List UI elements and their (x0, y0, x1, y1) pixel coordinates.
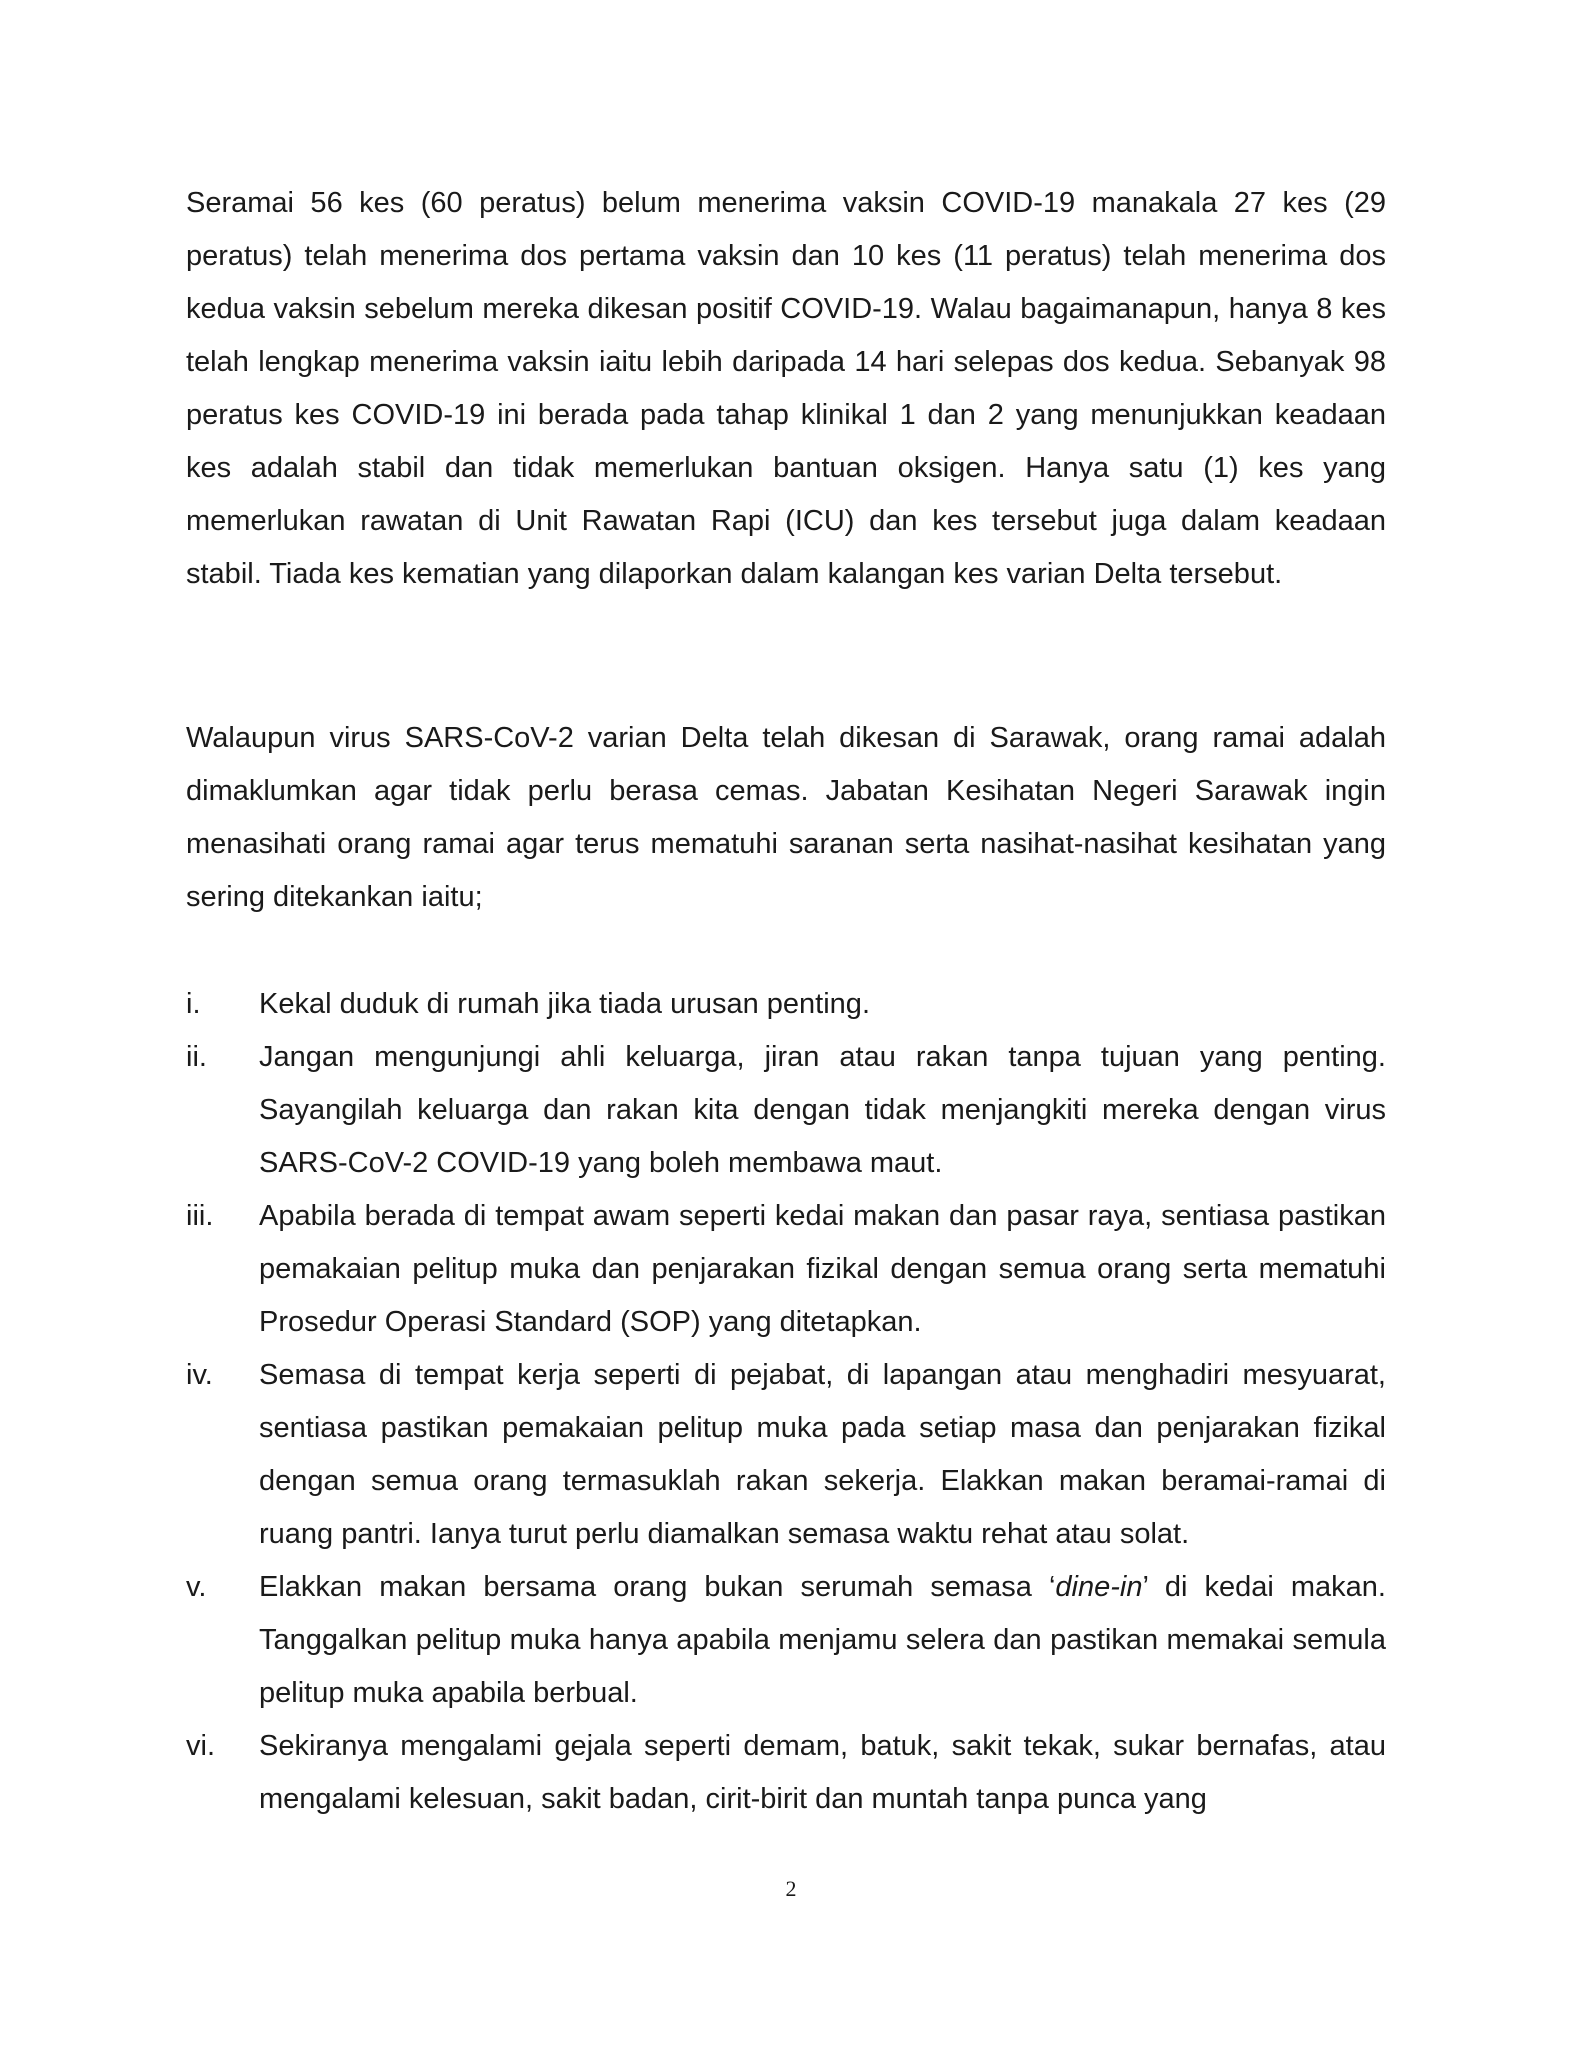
paragraph-case-statistics: Seramai 56 kes (60 peratus) belum menerima vaksin COVID-19 manakala 27 kes (29 peratus) telah menerima dos pertama vaksin dan 10 kes (11 peratus) telah menerima dos kedua vaksin sebelum mereka dikesan positif COVID-19. Walau bagaimanapun, hanya 8 kes telah lengkap menerima vaksin iaitu lebih daripada 14 hari selepas dos kedua. Sebanyak 98 peratus kes COVID-19 ini berada pada tahap klinikal 1 dan 2 yang menunjukkan keadaan kes adalah stabil dan tidak memerlukan bantuan oksigen. Hanya satu (1) kes yang memerlukan rawatan di Unit Rawatan Rapi (ICU) dan kes tersebut juga dalam keadaan stabil. Tiada kes kematian yang dilaporkan dalam kalangan kes varian Delta tersebut. (186, 187, 1386, 590)
list-item-text: Jangan mengunjungi ahli keluarga, jiran atau rakan tanpa tujuan yang penting. Sayangilah keluarga dan rakan kita dengan tidak menjangkiti mereka dengan virus SARS-CoV-2 COVID-19 yang boleh membawa maut. (259, 1041, 1386, 1179)
list-item-number: iv. (186, 1359, 213, 1391)
list-item-number: v. (186, 1571, 207, 1603)
list-item-italic-term: dine-in (1055, 1571, 1143, 1603)
paragraph-advice-intro: Walaupun virus SARS-CoV-2 varian Delta telah dikesan di Sarawak, orang ramai adalah dimaklumkan agar tidak perlu berasa cemas. Jabatan Kesihatan Negeri Sarawak ingin menasihati orang ramai agar terus mematuhi saranan serta nasihat-nasihat kesihatan yang sering ditekankan iaitu; (186, 722, 1386, 913)
list-item-number: vi. (186, 1730, 215, 1762)
page-number: 2 (785, 1876, 797, 1901)
list-item-number: i. (186, 988, 201, 1020)
list-item-text-part: ’ di kedai makan. Tanggalkan pelitup muka hanya apabila menjamu selera dan pastikan memakai semula pelitup muka apabila berbual. (259, 1571, 1386, 1709)
list-item (186, 1349, 1386, 1561)
list-item-text: Sekiranya mengalami gejala seperti demam, batuk, sakit tekak, sukar bernafas, atau mengalami kelesuan, sakit badan, cirit-birit dan muntah tanpa punca yang (259, 1730, 1386, 1815)
list-item-text: Kekal duduk di rumah jika tiada urusan penting. (259, 988, 870, 1020)
list-item (186, 1031, 1386, 1190)
list-item (186, 1720, 1386, 1826)
list-item (186, 1190, 1386, 1349)
list-item-number: iii. (186, 1200, 214, 1232)
list-item-number: ii. (186, 1041, 207, 1073)
list-item-text: Semasa di tempat kerja seperti di pejabat, di lapangan atau menghadiri mesyuarat, sentiasa pastikan pemakaian pelitup muka pada setiap masa dan penjarakan fizikal dengan semua orang termasuklah rakan sekerja. Elakkan makan beramai-ramai di ruang pantri. Ianya turut perlu diamalkan semasa waktu rehat atau solat. (259, 1359, 1386, 1550)
list-item-text: Apabila berada di tempat awam seperti kedai makan dan pasar raya, sentiasa pastikan pemakaian pelitup muka dan penjarakan fizikal dengan semua orang serta mematuhi Prosedur Operasi Standard (SOP) yang ditetapkan. (259, 1200, 1386, 1338)
list-item (186, 978, 1386, 1031)
list-item-text (259, 1561, 1386, 1720)
list-item (186, 1561, 1386, 1720)
list-item-text-part: Elakkan makan bersama orang bukan serumah semasa ‘ (259, 1571, 1056, 1603)
advice-list (186, 978, 1386, 1826)
